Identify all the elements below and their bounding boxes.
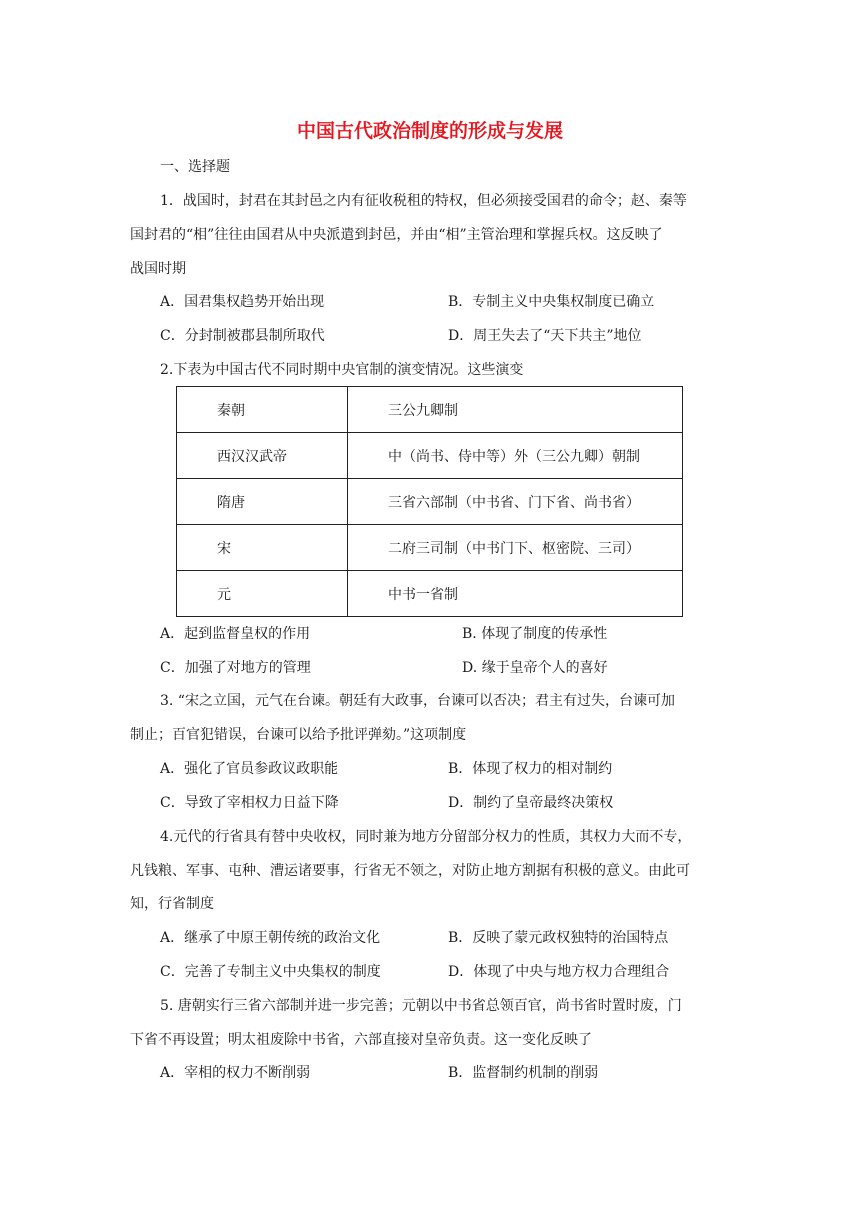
q4-line-2: 凡钱粮、军事、屯种、漕运诸要事，行省无不领之，对防止地方割据有积极的意义。由此可: [130, 863, 690, 879]
table-row: [177, 571, 683, 617]
q4-option-c: C．完善了专制主义中央集权的制度: [160, 964, 381, 980]
table-cell-period: 秦朝: [177, 387, 348, 433]
q1-line-2: 国封君的“相”往往由国君从中央派遣到封邑，并由“相”主管治理和掌握兵权。这反映了: [130, 227, 663, 243]
q5-line-1: 5. 唐朝实行三省六部制并进一步完善；元朝以中书省总领百官，尚书省时置时废，门: [160, 998, 682, 1014]
q3-option-a: A．强化了官员参政议政职能: [160, 761, 339, 777]
table-cell-system: 中（尚书、侍中等）外（三公九卿）朝制: [348, 433, 683, 479]
table-cell-system: 三公九卿制: [348, 387, 683, 433]
table-row: [177, 525, 683, 571]
q5-option-b: B．监督制约机制的削弱: [448, 1065, 599, 1081]
table-cell-period: 西汉汉武帝: [177, 433, 348, 479]
q4-line-1: 4.元代的行省具有替中央收权，同时兼为地方分留部分权力的性质，其权力大而不专，: [160, 829, 692, 845]
table-row: [177, 433, 683, 479]
q4-option-a: A．继承了中原王朝传统的政治文化: [160, 930, 381, 946]
q2-option-a: A．起到监督皇权的作用: [160, 626, 311, 642]
q1-option-b: B．专制主义中央集权制度已确立: [448, 294, 655, 310]
table-cell-period: 隋唐: [177, 479, 348, 525]
q1-line-3: 战国时期: [130, 261, 186, 277]
q2-option-d: D. 缘于皇帝个人的喜好: [462, 660, 608, 676]
table-row: [177, 479, 683, 525]
q4-line-3: 知，行省制度: [130, 896, 214, 912]
official-system-table: [176, 386, 683, 617]
q4-option-b: B．反映了蒙元政权独特的治国特点: [448, 930, 669, 946]
section-heading: 一、选择题: [160, 159, 230, 175]
q3-option-d: D．制约了皇帝最终决策权: [448, 795, 614, 811]
q2-line-1: 2.下表为中国古代不同时期中央官制的演变情况。这些演变: [160, 362, 524, 378]
table-row: [177, 387, 683, 433]
table-cell-system: 三省六部制（中书省、门下省、尚书省）: [348, 479, 683, 525]
q1-option-d: D．周王失去了“天下共主”地位: [448, 328, 642, 344]
q1-option-a: A．国君集权趋势开始出现: [160, 294, 325, 310]
q2-option-c: C．加强了对地方的管理: [160, 660, 311, 676]
q3-line-2: 制止；百官犯错误，台谏可以给予批评弹劾。”这项制度: [130, 727, 467, 743]
table-cell-period: 宋: [177, 525, 348, 571]
q1-option-c: C．分封制被郡县制所取代: [160, 328, 325, 344]
q5-option-a: A．宰相的权力不断削弱: [160, 1065, 311, 1081]
q4-option-d: D．体现了中央与地方权力合理组合: [448, 964, 670, 980]
q3-line-1: 3. “宋之立国，元气在台谏。朝廷有大政事，台谏可以否决；君主有过失，台谏可加: [160, 693, 675, 709]
page-title: 中国古代政治制度的形成与发展: [296, 120, 563, 142]
q1-line-1: 1．战国时，封君在其封邑之内有征收税租的特权，但必须接受国君的命令；赵、秦等: [160, 193, 687, 209]
table-cell-system: 二府三司制（中书门下、枢密院、三司）: [348, 525, 683, 571]
q3-option-c: C．导致了宰相权力日益下降: [160, 795, 339, 811]
table-cell-system: 中书一省制: [348, 571, 683, 617]
q2-option-b: B. 体现了制度的传承性: [462, 626, 608, 642]
table-cell-period: 元: [177, 571, 348, 617]
q5-line-2: 下省不再设置；明太祖废除中书省，六部直接对皇帝负责。这一变化反映了: [130, 1032, 592, 1048]
q3-option-b: B．体现了权力的相对制约: [448, 761, 613, 777]
